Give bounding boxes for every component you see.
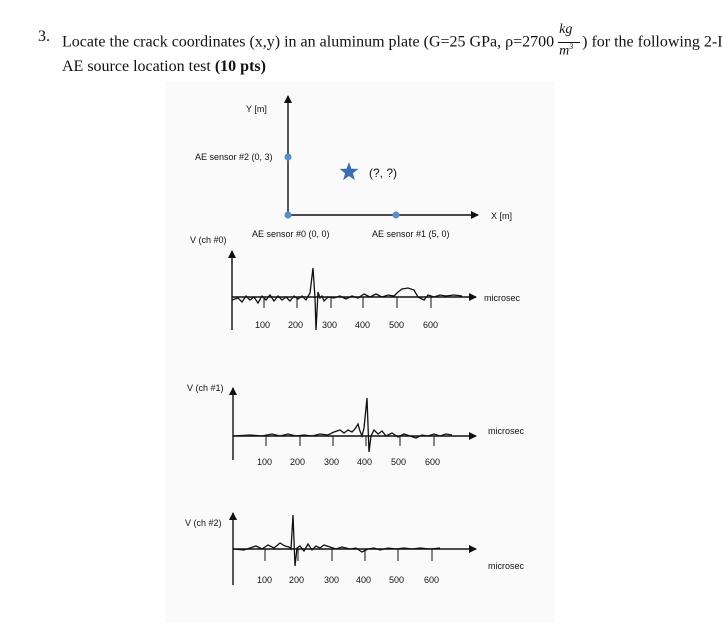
sensor-1-label: AE sensor #1 (5, 0): [372, 229, 450, 239]
ch2-tick-500: 500: [389, 575, 405, 585]
question-number: 3.: [38, 28, 50, 45]
ch1-tick-200: 200: [290, 457, 306, 467]
sensor-2-label: AE sensor #2 (0, 3): [195, 152, 273, 162]
waveform-ch2: [185, 513, 525, 585]
location-x-axis-label: X [m]: [491, 211, 513, 221]
ch2-tick-300: 300: [324, 575, 340, 585]
unknown-location-label: (?, ?): [369, 166, 398, 180]
ch0-tick-500: 500: [389, 320, 405, 330]
ch2-signal: [233, 515, 440, 566]
ch0-tick-400: 400: [355, 320, 371, 330]
ch0-tick-300: 300: [322, 320, 338, 330]
density-unit-numerator: kg: [559, 22, 573, 37]
question-text-post: ) for the following 2-I: [582, 33, 723, 51]
ch2-tick-400: 400: [356, 575, 372, 585]
density-unit-den-base: m: [559, 43, 570, 59]
ch0-tick-100: 100: [255, 320, 271, 330]
location-plot: [195, 96, 512, 239]
ch1-tick-100: 100: [257, 457, 273, 467]
ch1-tick-300: 300: [324, 457, 340, 467]
waveform-ch0: [190, 235, 521, 330]
ch2-tick-200: 200: [289, 575, 305, 585]
sensor-2-marker: [285, 154, 292, 161]
ch0-unit-label: microsec: [484, 293, 521, 303]
ch1-tick-600: 600: [425, 457, 441, 467]
question-text-pre: Locate the crack coordinates (x,y) in an aluminum plate (G=25 GPa, ρ=2700: [62, 33, 555, 51]
sensor-1-marker: [393, 212, 400, 219]
ch1-label: V (ch #1): [187, 383, 224, 393]
crack-star-icon: [340, 162, 359, 180]
sensor-0-label: AE sensor #0 (0, 0): [252, 229, 330, 239]
ch0-tick-200: 200: [288, 320, 304, 330]
ch2-tick-100: 100: [257, 575, 273, 585]
ch1-tick-400: 400: [357, 457, 373, 467]
ch0-label: V (ch #0): [190, 235, 227, 245]
sensor-0-marker: [285, 212, 292, 219]
density-unit-exponent: 3: [569, 42, 574, 51]
ch1-tick-500: 500: [391, 457, 407, 467]
ch1-unit-label: microsec: [488, 426, 525, 436]
question-points: (10 pts): [214, 58, 266, 75]
ch1-tick-marks: [266, 436, 434, 446]
ch2-unit-label: microsec: [488, 561, 525, 571]
ch2-tick-marks: [265, 549, 432, 561]
ch0-tick-600: 600: [423, 320, 439, 330]
ch2-tick-600: 600: [424, 575, 440, 585]
question-text-line2: AE source location test: [62, 58, 215, 75]
ch2-label: V (ch #2): [185, 518, 222, 528]
location-y-axis-label: Y [m]: [246, 104, 267, 114]
waveform-ch1: [187, 383, 525, 467]
